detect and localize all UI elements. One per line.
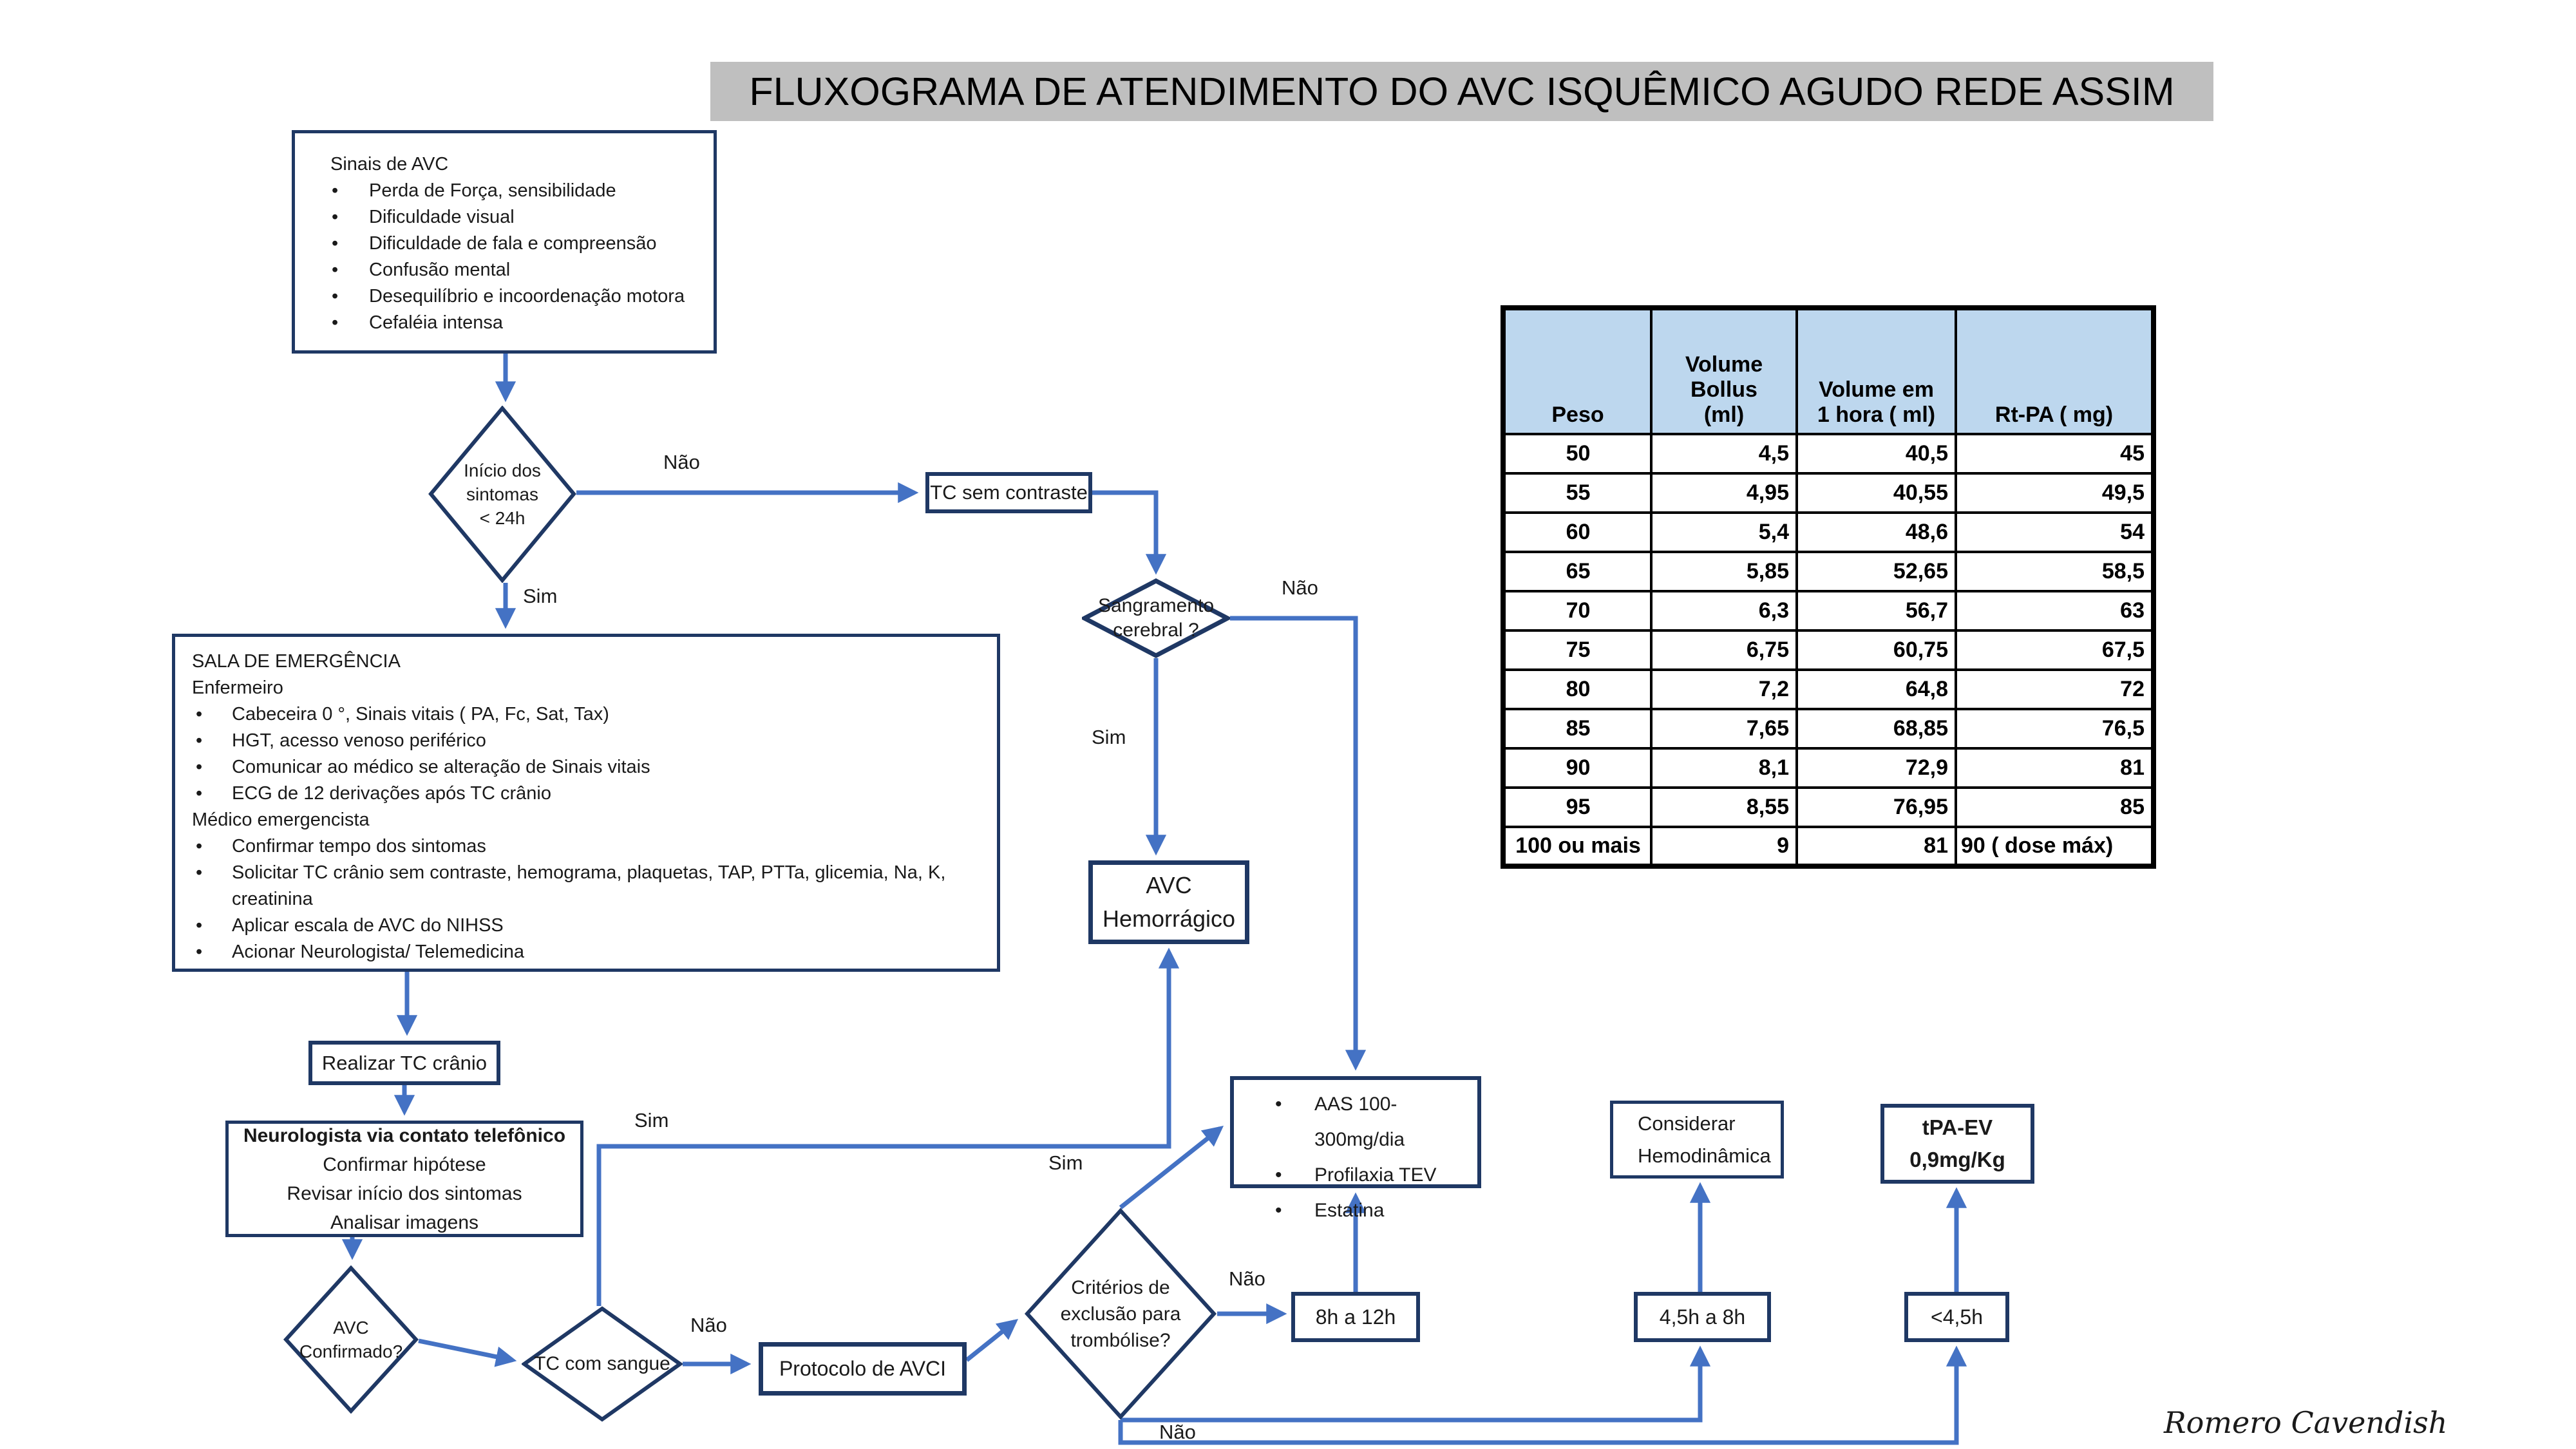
table-row: 85 7,65 68,85 76,5 (1503, 709, 2154, 748)
decision-criterios-exclusao (1024, 1208, 1217, 1420)
table-row: 80 7,2 64,8 72 (1503, 670, 2154, 709)
col-header-volume-bollus: Volume Bollus (ml) (1651, 308, 1797, 434)
table-header-row (1503, 308, 2154, 434)
bullet-icon: • (196, 942, 203, 962)
connector-tc-sangramento (1092, 493, 1156, 571)
edge-label-criterios-sim: Sim (1048, 1151, 1083, 1174)
bullet-icon: • (196, 862, 203, 883)
node-45h-a-8h: 4,5h a 8h (1634, 1292, 1771, 1342)
node-sala-de-emergencia (172, 634, 1000, 972)
sala-heading-enfermeiro: Enfermeiro (192, 677, 283, 698)
table-row: 70 6,3 56,7 63 (1503, 591, 2154, 630)
node-menor-45h: <4,5h (1904, 1292, 2009, 1342)
table-row: 90 8,1 72,9 81 (1503, 748, 2154, 788)
edge-label-sangramento-nao: Não (1282, 576, 1318, 599)
col-header-rtpa: Rt-PA ( mg) (1956, 308, 2154, 434)
list-item: • Cabeceira 0 °, Sinais vitais ( PA, Fc, Sat, Tax) (192, 701, 990, 728)
list-item: • Cefaléia intensa (330, 310, 707, 336)
decision-text: Início dos sintomas < 24h (464, 460, 541, 528)
bullet-icon: • (1275, 1200, 1282, 1221)
list-item: • Solicitar TC crânio sem contraste, hemograma, plaquetas, TAP, PTTa, glicemia, Na, K, creatinina (192, 860, 990, 913)
bullet-icon: • (332, 233, 339, 254)
node-tpa-ev: tPA-EV 0,9mg/Kg (1880, 1104, 2034, 1184)
page-title: FLUXOGRAMA DE ATENDIMENTO DO AVC ISQUÊMICO AGUDO REDE ASSIM (710, 62, 2213, 121)
decision-text: TC com sangue (534, 1353, 670, 1374)
node-8h-a-12h: 8h a 12h (1291, 1292, 1420, 1342)
table-row: 55 4,95 40,55 49,5 (1503, 473, 2154, 513)
table-row: 60 5,4 48,6 54 (1503, 513, 2154, 552)
bullet-icon: • (1275, 1164, 1282, 1186)
node-avc-hemorragico: AVC Hemorrágico (1088, 860, 1249, 944)
decision-inicio-sintomas (428, 406, 576, 583)
node-protocolo-de-avci: Protocolo de AVCI (759, 1342, 967, 1396)
list-item: • Aplicar escala de AVC do NIHSS (192, 913, 990, 939)
bullet-icon: • (196, 730, 203, 751)
decision-text: Sangramento cerebral ? (1097, 595, 1215, 641)
sala-title: SALA DE EMERGÊNCIA (192, 651, 401, 672)
table-row: 50 4,5 40,5 45 (1503, 434, 2154, 473)
bullet-icon: • (332, 260, 339, 280)
node-considerar-hemodinamica: Considerar Hemodinâmica (1610, 1101, 1784, 1179)
bullet-icon: • (196, 915, 203, 936)
sinais-title: Sinais de AVC (330, 154, 449, 175)
list-item: • Acionar Neurologista/ Telemedicina (192, 939, 990, 965)
bullet-icon: • (332, 286, 339, 307)
bullet-icon: • (196, 783, 203, 804)
list-item: • Perda de Força, sensibilidade (330, 178, 707, 204)
list-item: • Dificuldade de fala e compreensão (330, 231, 707, 257)
table-row: 95 8,55 76,95 85 (1503, 788, 2154, 827)
list-item: • AAS 100-300mg/dia (1234, 1086, 1477, 1157)
edge-label-tc-sangue-sim: Sim (634, 1109, 669, 1132)
bullet-icon: • (196, 704, 203, 724)
bullet-icon: • (332, 207, 339, 227)
node-sinais-de-avc (292, 130, 717, 354)
node-aas-tratamento (1230, 1076, 1481, 1221)
bullet-icon: • (1275, 1094, 1282, 1115)
list-item: • Estatina (1234, 1193, 1477, 1228)
connector-sangramento-nao-aas (1230, 618, 1356, 1066)
table-row: 65 5,85 52,65 58,5 (1503, 552, 2154, 591)
decision-text: Critérios de exclusão para trombólise? (1060, 1276, 1181, 1351)
decision-sangramento-cerebral (1082, 578, 1230, 658)
col-header-peso: Peso (1503, 308, 1651, 434)
table-row: 100 ou mais 9 81 90 ( dose máx) (1503, 827, 2154, 866)
decision-tc-com-sangue (522, 1306, 683, 1422)
bullet-icon: • (196, 836, 203, 857)
node-realizar-tc-cranio: Realizar TC crânio (308, 1041, 500, 1085)
list-item: • Confusão mental (330, 257, 707, 283)
bullet-icon: • (196, 757, 203, 777)
list-item: • Dificuldade visual (330, 204, 707, 231)
edge-label-inicio-nao: Não (663, 451, 700, 473)
node-neurologista: Neurologista via contato telefônico Confirmar hipótese Revisar início dos sintomas Analisar imagens (225, 1121, 583, 1237)
edge-label-tc-sangue-nao: Não (690, 1314, 727, 1336)
decision-avc-confirmado (283, 1265, 419, 1414)
bullet-icon: • (332, 312, 339, 333)
sala-heading-medico: Médico emergencista (192, 810, 370, 830)
col-header-volume-1h: Volume em 1 hora ( ml) (1797, 308, 1956, 434)
author-signature: Romero Cavendish (2164, 1405, 2448, 1440)
list-item: • Desequilíbrio e incoordenação motora (330, 283, 707, 310)
dose-table (1501, 305, 2156, 869)
list-item: • HGT, acesso venoso periférico (192, 728, 990, 754)
bullet-icon: • (332, 180, 339, 201)
node-tc-sem-contraste: TC sem contraste (925, 472, 1092, 513)
edge-label-criterios-nao-bottom: Não (1159, 1421, 1196, 1443)
table-row: 75 6,75 60,75 67,5 (1503, 630, 2154, 670)
edge-label-inicio-sim: Sim (523, 585, 558, 607)
list-item: • Profilaxia TEV (1234, 1157, 1477, 1193)
edge-label-criterios-nao-right: Não (1229, 1267, 1265, 1290)
decision-text: AVC Confirmado? (299, 1318, 403, 1361)
list-item: • Confirmar tempo dos sintomas (192, 833, 990, 860)
edge-label-sangramento-sim: Sim (1092, 726, 1126, 748)
list-item: • ECG de 12 derivações após TC crânio (192, 781, 990, 807)
list-item: • Comunicar ao médico se alteração de Sinais vitais (192, 754, 990, 781)
